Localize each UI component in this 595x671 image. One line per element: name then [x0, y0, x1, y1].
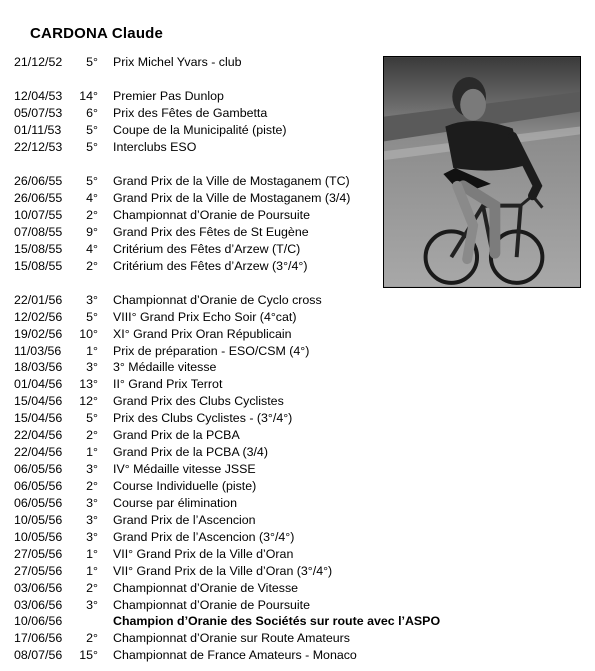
result-date: 10/05/56	[14, 513, 63, 527]
result-place: 1°	[86, 344, 98, 358]
result-date: 22/04/56	[14, 445, 63, 459]
result-event: Prix des Fêtes de Gambetta	[113, 106, 268, 120]
result-date: 10/05/56	[14, 530, 63, 544]
result-event: Championnat d’Oranie de Poursuite	[113, 208, 310, 222]
result-event: Premier Pas Dunlop	[113, 89, 224, 103]
result-date: 03/06/56	[14, 581, 63, 595]
result-place: 2°	[86, 428, 98, 442]
result-place: 2°	[86, 259, 98, 273]
result-place: 5°	[86, 310, 98, 324]
result-date: 01/04/56	[14, 377, 63, 391]
result-event: Critérium des Fêtes d’Arzew (3°/4°)	[113, 259, 308, 273]
result-place: 6°	[86, 106, 98, 120]
result-event: Champion d’Oranie des Sociétés sur route avec l’ASPO	[113, 614, 441, 628]
result-event: Grand Prix de l’Ascencion	[113, 513, 256, 527]
result-date: 26/06/55	[14, 191, 63, 205]
result-date: 26/06/55	[14, 174, 63, 188]
result-event: Grand Prix de la Ville de Mostaganem (3/4)	[113, 191, 351, 205]
result-place: 3°	[86, 496, 98, 510]
result-date: 27/05/56	[14, 547, 63, 561]
result-date: 15/08/55	[14, 259, 63, 273]
result-event: Grand Prix de la PCBA (3/4)	[113, 445, 268, 459]
result-date: 22/01/56	[14, 293, 63, 307]
result-date: 15/08/55	[14, 242, 63, 256]
result-place: 5°	[86, 140, 98, 154]
result-place: 4°	[86, 191, 98, 205]
result-event: VIII° Grand Prix Echo Soir (4°cat)	[113, 310, 297, 324]
result-place: 2°	[86, 479, 98, 493]
result-event: XI° Grand Prix Oran Républicain	[113, 327, 292, 341]
result-event: Prix de préparation - ESO/CSM (4°)	[113, 344, 310, 358]
result-place: 5°	[86, 123, 98, 137]
result-date: 10/07/55	[14, 208, 63, 222]
result-date: 15/04/56	[14, 394, 63, 408]
result-event: II° Grand Prix Terrot	[113, 377, 223, 391]
result-place: 5°	[86, 55, 98, 69]
result-date: 12/02/56	[14, 310, 63, 324]
result-place: 2°	[86, 581, 98, 595]
result-date: 07/08/55	[14, 225, 63, 239]
result-date: 12/04/53	[14, 89, 63, 103]
result-place: 9°	[86, 225, 98, 239]
result-date: 27/05/56	[14, 564, 63, 578]
result-place: 12°	[79, 394, 98, 408]
result-date: 21/12/52	[14, 55, 63, 69]
result-place: 4°	[86, 242, 98, 256]
result-event: VII° Grand Prix de la Ville d’Oran (3°/4°)	[113, 564, 333, 578]
result-place: 1°	[86, 564, 98, 578]
page-title: CARDONA Claude	[30, 25, 164, 42]
result-date: 06/05/56	[14, 496, 63, 510]
result-date: 10/06/56	[14, 614, 63, 628]
result-place: 5°	[86, 174, 98, 188]
result-event: VII° Grand Prix de la Ville d’Oran	[113, 547, 294, 561]
result-place: 2°	[86, 208, 98, 222]
result-date: 19/02/56	[14, 327, 63, 341]
result-event: Coupe de la Municipalité (piste)	[113, 123, 287, 137]
result-place: 2°	[86, 631, 98, 645]
result-date: 05/07/53	[14, 106, 63, 120]
result-event: Grand Prix des Clubs Cyclistes	[113, 394, 284, 408]
result-place: 3°	[86, 462, 98, 476]
result-event: Course Individuelle (piste)	[113, 479, 257, 493]
result-date: 18/03/56	[14, 360, 63, 374]
result-event: Championnat d’Oranie de Cyclo cross	[113, 293, 322, 307]
result-date: 22/04/56	[14, 428, 63, 442]
result-date: 06/05/56	[14, 479, 63, 493]
result-place: 15°	[79, 648, 98, 662]
result-event: Championnat d’Oranie de Vitesse	[113, 581, 299, 595]
result-event: Prix Michel Yvars - club	[113, 55, 242, 69]
result-date: 17/06/56	[14, 631, 63, 645]
result-date: 22/12/53	[14, 140, 63, 154]
result-date: 06/05/56	[14, 462, 63, 476]
result-event: Grand Prix de la PCBA	[113, 428, 240, 442]
result-place: 3°	[86, 513, 98, 527]
result-place: 5°	[86, 411, 98, 425]
result-event: 3° Médaille vitesse	[113, 360, 217, 374]
cyclist-photo	[383, 56, 581, 288]
result-place: 3°	[86, 598, 98, 612]
result-place: 13°	[79, 377, 98, 391]
result-place: 3°	[86, 530, 98, 544]
result-place: 3°	[86, 360, 98, 374]
result-event: Grand Prix de la Ville de Mostaganem (TC)	[113, 174, 350, 188]
result-place: 3°	[86, 293, 98, 307]
result-event: Critérium des Fêtes d’Arzew (T/C)	[113, 242, 301, 256]
result-event: Interclubs ESO	[113, 140, 197, 154]
result-date: 11/03/56	[14, 344, 62, 358]
result-date: 03/06/56	[14, 598, 63, 612]
result-date: 08/07/56	[14, 648, 63, 662]
result-event: IV° Médaille vitesse JSSE	[113, 462, 256, 476]
result-event: Championnat d’Oranie sur Route Amateurs	[113, 631, 350, 645]
result-date: 15/04/56	[14, 411, 63, 425]
result-event: Prix des Clubs Cyclistes - (3°/4°)	[113, 411, 293, 425]
result-place: 1°	[86, 547, 98, 561]
result-event: Grand Prix de l’Ascencion (3°/4°)	[113, 530, 295, 544]
result-event: Grand Prix des Fêtes de St Eugène	[113, 225, 309, 239]
result-place: 1°	[86, 445, 98, 459]
result-event: Course par élimination	[113, 496, 237, 510]
result-event: Championnat d’Oranie de Poursuite	[113, 598, 310, 612]
result-event: Championnat de France Amateurs - Monaco	[113, 648, 357, 662]
result-date: 01/11/53	[14, 123, 62, 137]
result-place: 14°	[79, 89, 98, 103]
result-place: 10°	[79, 327, 98, 341]
cyclist-photo-icon	[384, 57, 580, 287]
